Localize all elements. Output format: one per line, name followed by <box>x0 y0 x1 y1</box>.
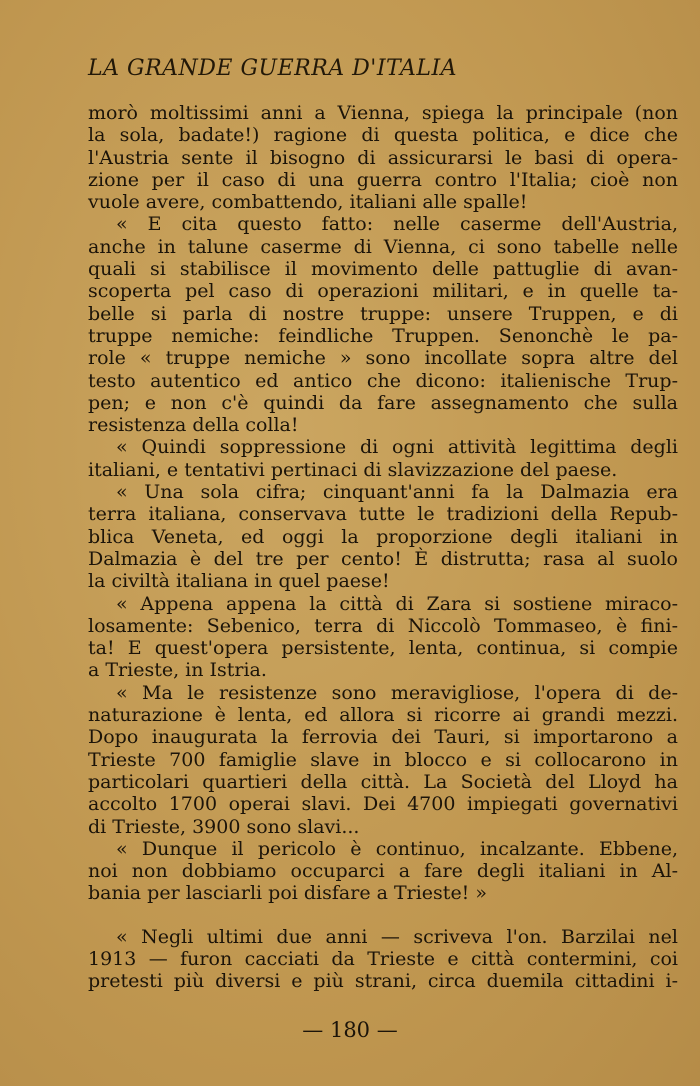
text-line: l'Austria sente il bisogno di assicurarsi le basi di opera- <box>88 146 678 169</box>
text-line: truppe nemiche: feindliche Truppen. Senonchè le pa- <box>88 324 678 347</box>
text-line: pen; e non c'è quindi da fare assegnamento che sulla <box>88 391 678 414</box>
paragraph-gap <box>88 905 678 926</box>
text-line: vuole avere, combattendo, italiani alle spalle! <box>88 191 528 214</box>
text-line: « E cita questo fatto: nelle caserme dell'Austria, <box>116 213 678 236</box>
text-line: Dalmazia è del tre per cento! È distrutta; rasa al suolo <box>88 547 678 570</box>
text-line: particolari quartieri della città. La Società del Lloyd ha <box>88 770 678 793</box>
text-line: role « truppe nemiche » sono incollate sopra altre del <box>88 347 678 370</box>
text-line: Trieste 700 famiglie slave in blocco e si collocarono in <box>88 748 678 771</box>
text-line: « Quindi soppressione di ogni attività legittima degli <box>116 436 678 459</box>
body-text <box>88 102 678 993</box>
text-line: pretesti più diversi e più strani, circa duemila cittadini i- <box>88 970 678 993</box>
text-line: « Negli ultimi due anni — scriveva l'on. Barzilai nel <box>116 925 678 948</box>
text-line: blica Veneta, ed oggi la proporzione degli italiani in <box>88 525 678 548</box>
text-line: anche in talune caserme di Vienna, ci sono tabelle nelle <box>88 235 678 258</box>
text-line: 1913 — furon cacciati da Trieste e città contermini, coi <box>88 947 678 970</box>
text-line: italiani, e tentativi pertinaci di slavizzazione del paese. <box>88 458 618 481</box>
text-line: zione per il caso di una guerra contro l'Italia; cioè non <box>88 168 678 191</box>
text-line: « Dunque il pericolo è continuo, incalzante. Ebbene, <box>116 837 678 860</box>
text-line: « Appena appena la città di Zara si sostiene miraco- <box>116 592 678 615</box>
text-line: la civiltà italiana in quel paese! <box>88 570 390 593</box>
text-line: morò moltissimi anni a Vienna, spiega la principale (non <box>88 102 678 124</box>
text-line: noi non dobbiamo occuparci a fare degli italiani in Al- <box>88 860 678 883</box>
text-line: bania per lasciarli poi disfare a Trieste! » <box>88 882 487 905</box>
text-line: ta! E quest'opera persistente, lenta, continua, si compie <box>88 637 678 660</box>
text-line: Dopo inaugurata la ferrovia dei Tauri, si importarono a <box>88 726 678 749</box>
text-line: losamente: Sebenico, terra di Niccolò Tommaseo, è fini- <box>88 614 678 637</box>
text-line: quali si stabilisce il movimento delle pattuglie di avan- <box>88 258 678 281</box>
text-line: di Trieste, 3900 sono slavi... <box>88 815 360 838</box>
text-line: belle si parla di nostre truppe: unsere Truppen, e di <box>88 302 678 325</box>
text-line: la sola, badate!) ragione di questa politica, e dice che <box>88 124 678 147</box>
text-line: « Ma le resistenze sono meravigliose, l'opera di de- <box>116 681 678 704</box>
text-line: terra italiana, conservava tutte le tradizioni della Repub- <box>88 503 678 526</box>
running-header: LA GRANDE GUERRA D'ITALIA <box>88 56 458 81</box>
text-line: testo autentico ed antico che dicono: italienische Trup- <box>88 369 678 392</box>
page-number: — 180 — <box>302 1018 398 1042</box>
text-line: « Una sola cifra; cinquant'anni fa la Dalmazia era <box>116 481 678 504</box>
text-line: accolto 1700 operai slavi. Dei 4700 impiegati governativi <box>88 793 678 816</box>
text-line: a Trieste, in Istria. <box>88 659 267 682</box>
text-line: naturazione è lenta, ed allora si ricorre ai grandi mezzi. <box>88 704 678 727</box>
text-line: resistenza della colla! <box>88 414 299 437</box>
text-line: scoperta pel caso di operazioni militari, e in quelle ta- <box>88 280 678 303</box>
